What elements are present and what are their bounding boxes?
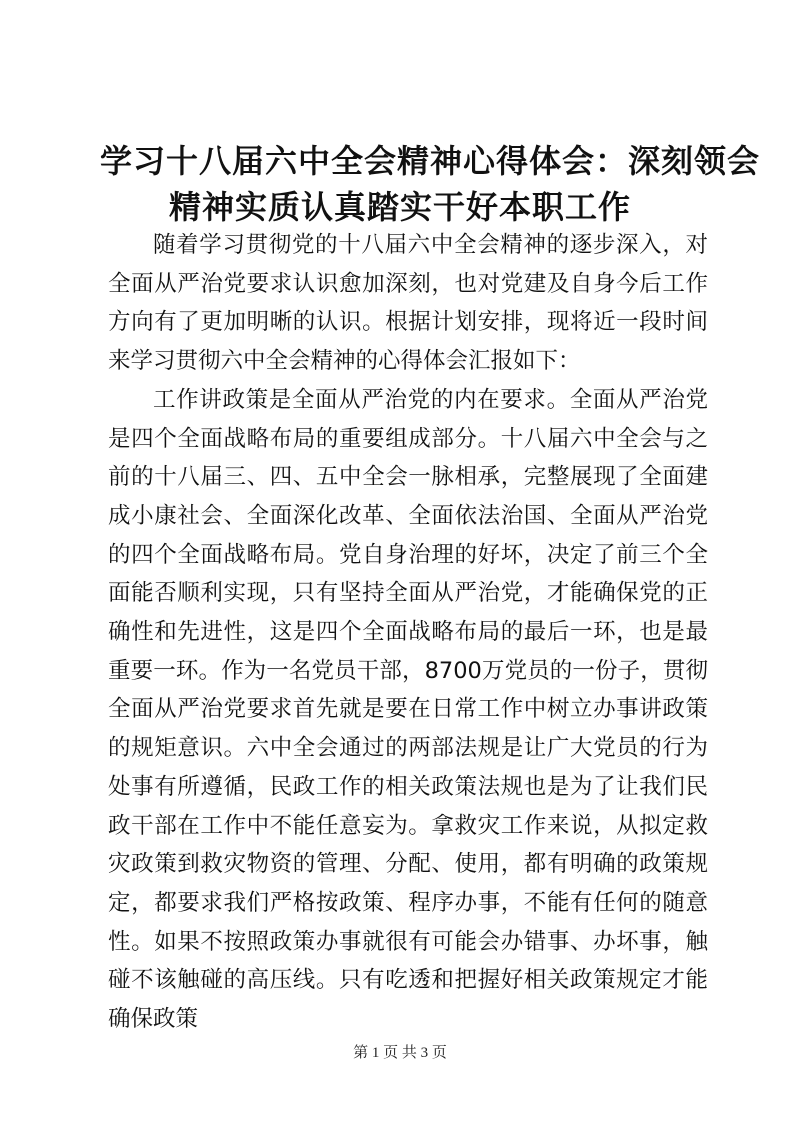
title-line-2: 精神实质认真踏实干好本职工作 [168, 188, 631, 226]
document-title [100, 138, 761, 230]
title-line-1: 学习十八届六中全会精神心得体会：深刻领会 [100, 142, 761, 180]
paragraph-policy: 工作讲政策是全面从严治党的内在要求。全面从严治党是四个全面战略布局的重要组成部分。十八届六中全会与之前的十八届三、四、五中全会一脉相承，完整展现了全面建成小康社会、全面深化改革、全面依法治国、全面从严治党的四个全面战略布局。党自身治理的好坏，决定了前三个全面能否顺利实现，只有坚持全面从严治党，才能确保党的正确性和先进性，这是四个全面战略布局的最后一环，也是最重要一环。作为一名党员干部，8700万党员的一份子，贯彻全面从严治党要求首先就是要在日常工作中树立办事讲政策的规矩意识。六中全会通过的两部法规是让广大党员的行为处事有所遵循，民政工作的相关政策法规也是为了让我们民政干部在工作中不能任意妄为。拿救灾工作来说，从拟定救灾政策到救灾物资的管理、分配、使用，都有明确的政策规定，都要求我们严格按政策、程序办事，不能有任何的随意性。如果不按照政策办事就很有可能会办错事、办坏事，触碰不该触碰的高压线。只有吃透和把握好相关政策规定才能确保政策 [108, 386, 708, 1033]
document-body [108, 226, 708, 1039]
paragraph-intro: 随着学习贯彻党的十八届六中全会精神的逐步深入，对全面从严治党要求认识愈加深刻，也对党建及自身今后工作方向有了更加明晰的认识。根据计划安排，现将近一段时间来学习贯彻六中全会精神的心得体会汇报如下： [108, 232, 708, 375]
page-footer: 第 1 页 共 3 页 [353, 1045, 447, 1061]
